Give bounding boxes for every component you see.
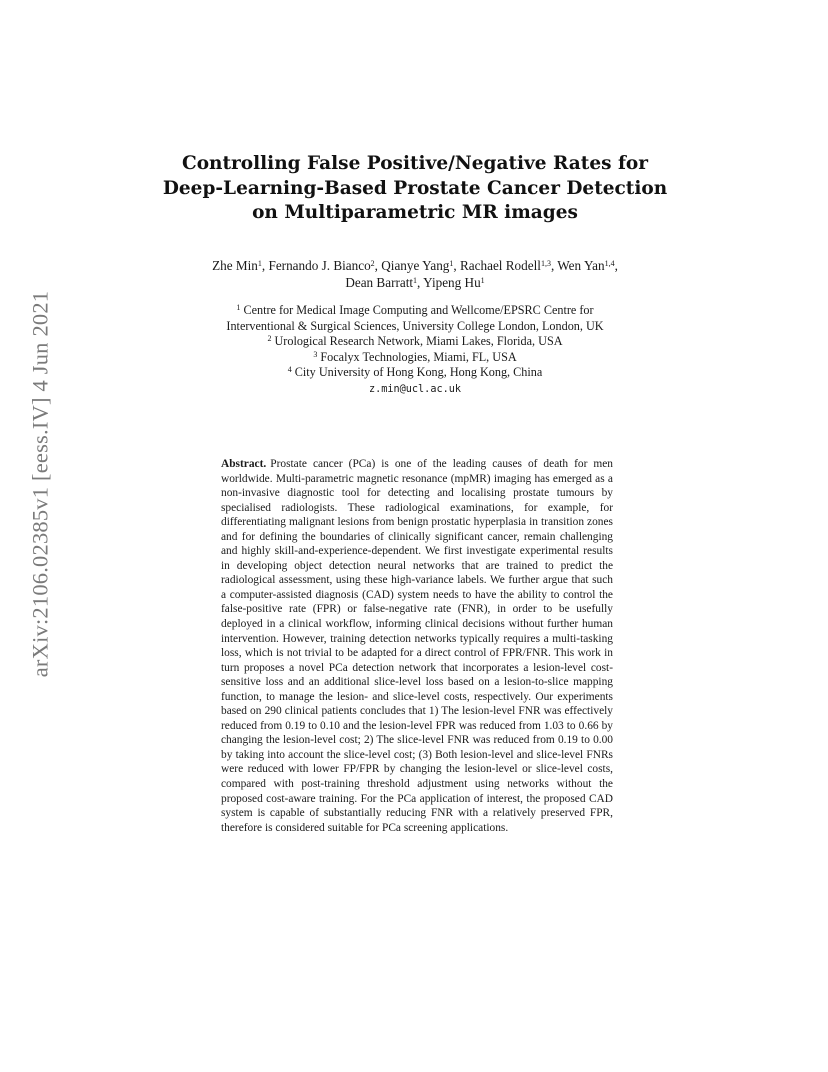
author-affil-sup: 1,3	[540, 259, 551, 268]
author-list	[140, 257, 690, 291]
affiliation-number: 2	[267, 334, 272, 343]
title-line: Deep-Learning-Based Prostate Cancer Detection	[162, 177, 668, 199]
arxiv-identifier: arXiv:2106.02385v1 [eess.IV] 4 Jun 2021	[27, 290, 52, 678]
affiliation-text: Urological Research Network, Miami Lakes, Florida, USA	[274, 334, 563, 348]
title-line: on Multiparametric MR images	[252, 202, 578, 223]
author-line-2: Dean Barratt$^1$, Yipeng Hu$^1$	[345, 275, 485, 290]
author-name: Dean Barratt	[345, 275, 414, 290]
author-affil-sup: 1	[480, 276, 485, 285]
abstract-label: Abstract.	[221, 458, 267, 470]
author-name: Zhe Min	[212, 258, 258, 273]
author-affil-sup: 1	[413, 276, 418, 285]
email-line	[140, 381, 690, 398]
affiliation-text: Focalyx Technologies, Miami, FL, USA	[320, 349, 517, 364]
affiliation-item	[140, 334, 690, 350]
author-affil-sup: 2	[370, 259, 375, 268]
author-name: Fernando J. Bianco	[268, 258, 371, 273]
author-line-1: Zhe Min$^1$, Fernando J. Bianco$^2$, Qianye Yang$^1$, Rachael Rodell$^{1,3}$, Wen Yan$^{1,4}$,	[212, 258, 618, 273]
affiliation-item	[140, 350, 690, 366]
affiliation-text: City University of Hong Kong, Hong Kong, China	[294, 365, 543, 379]
paper-title	[150, 152, 680, 226]
title-line: Controlling False Positive/Negative Rates for	[181, 153, 648, 174]
affiliation-text: Centre for Medical Image Computing and Wellcome/EPSRC Centre for	[243, 303, 594, 317]
author-name: Wen Yan	[557, 258, 605, 273]
arxiv-sidebar-stamp	[22, 290, 58, 678]
author-name: Rachael Rodell	[460, 258, 541, 273]
author-name: Qianye Yang	[381, 258, 450, 273]
abstract-text: Prostate cancer (PCa) is one of the leading causes of death for men worldwide. Multi-parametric magnetic resonance (mpMR) imaging has emerged as a non-invasive diagnostic tool for detecting and localising prostate tumours by specialised radiologists. These radiological examinations, for example, for differentiating malignant lesions from benign prostatic hyperplasia in transition zones and for defining the boundaries of clinically significant cancer, remain challenging and highly skill-and-experience-dependent. We first investigate experimental results in developing object detection neural networks that are trained to predict the radiological assessment, using these high-variance labels. We further argue that such a computer-assisted diagnosis (CAD) system needs to have the ability to control the false-positive rate (FPR) or false-negative rate (FNR), in order to be usefully deployed in a clinical workflow, informing clinical decisions without further human intervention. However, training detection networks typically requires a multi-tasking loss, which is not trivial to be adapted for a direct control of FPR/FNR. This work in turn proposes a novel PCa detection network that incorporates a lesion-level cost-sensitive loss and an additional slice-level loss based on a lesion-to-slice mapping function, to manage the lesion- and slice-level costs, respectively. Our experiments based on 290 clinical patients concludes that 1) The lesion-level FNR was effectively reduced from 0.19 to 0.10 and the lesion-level FPR was reduced from 1.03 to 0.66 by changing the lesion-level cost; 2) The slice-level FNR was reduced from 0.19 to 0.00 by taking into account the slice-level cost; (3) Both lesion-level and slice-level FNRs were reduced with lower FP/FPR by changing the lesion-level or slice-level costs, compared with post-training threshold adjustment using networks without the proposed cost-aware training. For the PCa application of interest, the proposed CAD system is capable of substantially reducing FNR with a relatively preserved FPR, therefore is considered suitable for PCa screening applications.	[221, 458, 613, 834]
author-affil-sup: 1	[449, 259, 454, 268]
affiliation-item	[140, 319, 690, 335]
affiliation-text: Interventional & Surgical Sciences, University College London, London, UK	[226, 318, 604, 333]
author-name: Yipeng Hu	[423, 275, 481, 290]
affiliation-number: 4	[287, 365, 292, 374]
affiliation-number: 3	[313, 349, 318, 359]
author-affil-sup: 1,4	[604, 259, 615, 268]
affiliation-list	[140, 303, 690, 397]
contact-email[interactable]: z.min@ucl.ac.uk	[368, 383, 461, 395]
affiliation-item	[140, 303, 690, 319]
abstract-paragraph	[221, 457, 613, 835]
affiliation-number: 1	[236, 303, 241, 312]
author-affil-sup: 1	[257, 259, 262, 268]
abstract-section	[221, 457, 613, 835]
affiliation-item	[140, 365, 690, 381]
